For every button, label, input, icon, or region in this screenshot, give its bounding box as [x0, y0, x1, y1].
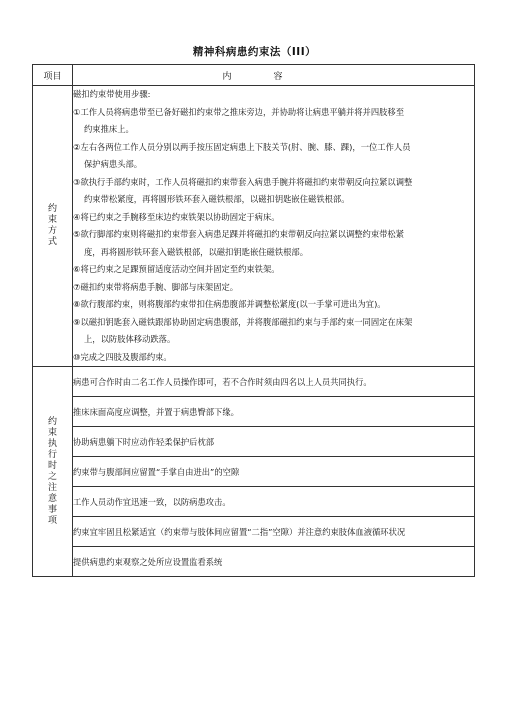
section-label-cell: [33, 367, 73, 577]
step-item: [73, 174, 474, 209]
step-line: ⑧欲行腹部约束，则将腹部约束带扣住病患腹部并调整松紧度(以一手掌可进出为宜)。: [73, 299, 386, 309]
note-cell: 协助病患躺下时应动作轻柔保护后枕部: [73, 427, 475, 457]
step-item: [73, 279, 474, 297]
note-cell: 推床床面高度应调整，并置于病患臀部下缘。: [73, 397, 475, 427]
step-line: ③欲执行手部约束时，工作人员将磁扣约束带套入病患手腕并将磁扣约束带朝反向拉紧以调整: [73, 176, 413, 187]
steps-cell: [73, 86, 475, 367]
step-line: ⑤欲行脚部约束则将磁扣约束带套入病患足踝并将磁扣约束带朝反向拉紧以调整约束带松紧: [73, 229, 405, 239]
note-row: [33, 427, 475, 457]
step-line: ①工作人员将病患带至已备好磁扣约束带之推床旁边，并协助将让病患平躺并将并四肢移至: [73, 106, 405, 117]
page-title: 精神科病患约束法（III）: [192, 46, 317, 58]
note-row: [33, 487, 475, 517]
note-cell: 提供病患约束观察之处所应设置监看系统: [73, 547, 475, 577]
step-line-cont: 度，再将圆形铁环套入磁铁根部，以磁扣钥匙嵌住磁铁根部。: [84, 246, 309, 257]
step-item: [73, 139, 474, 174]
step-item: [73, 261, 474, 279]
step-line-cont: 约束带松紧度，再将圆形铁环套入磁铁根部，以磁扣钥匙嵌住磁铁根部。: [84, 194, 350, 204]
note-row: [33, 397, 475, 427]
steps-intro: 磁扣约束带使用步骤:: [73, 89, 151, 99]
step-line: ⑥将已约束之足踝预留适度活动空间并固定至约束铁架。: [73, 264, 280, 274]
step-item: [73, 209, 474, 227]
section-restraint-method: [33, 86, 475, 367]
step-item: [73, 104, 474, 139]
step-line: ④将已约束之手腕移至床边约束铁架以协助固定于病床。: [73, 211, 280, 222]
step-item: [73, 296, 474, 314]
step-item: [73, 314, 474, 349]
step-item: [73, 226, 474, 261]
note-row: [33, 457, 475, 487]
section-label-cell: [33, 86, 73, 367]
step-line: ⑩完成之四肢及腹部约束。: [73, 351, 172, 362]
note-row: [33, 517, 475, 547]
header-content: 内容: [73, 65, 475, 86]
note-cell: 病患可合作时由二名工作人员操作即可，若不合作时须由四名以上人员共同执行。: [73, 367, 475, 397]
step-line: ⑦磁扣约束带将病患手腕、脚部与床架固定。: [73, 281, 239, 292]
note-row: [33, 547, 475, 577]
step-line-cont: 约束推床上。: [84, 124, 134, 134]
note-row: [33, 367, 475, 397]
step-line-cont: 保护病患头部。: [84, 159, 143, 169]
step-item: [73, 349, 474, 367]
note-cell: 约束带与腹部间应留置“手掌自由进出”的空隙: [73, 457, 475, 487]
step-line-cont: 上，以防肢体移动跌落。: [84, 334, 176, 344]
header-row: [33, 65, 475, 86]
step-line: ②左右各两位工作人员分别以两手按压固定病患上下肢关节(肘、腕、膝、踝)，一位工作人员: [73, 141, 411, 152]
header-item: 项目: [33, 65, 73, 86]
note-cell: 工作人员动作宜迅速一致，以防病患攻击。: [73, 487, 475, 517]
restraint-table: [32, 64, 475, 577]
step-line: ⑨以磁扣钥匙套入磁铁跟部协助固定病患腹部，并将腹部磁扣约束与手部约束一同固定在床架: [73, 316, 413, 327]
note-cell: 约束宜牢固且松紧适宜（约束带与肢体间应留置“二指”空隙）并注意约束肢体血液循环状况: [73, 517, 475, 547]
section-label-notes: 约束执行时之注意事项: [47, 416, 57, 526]
section-label-method: 约束方式: [47, 204, 57, 247]
